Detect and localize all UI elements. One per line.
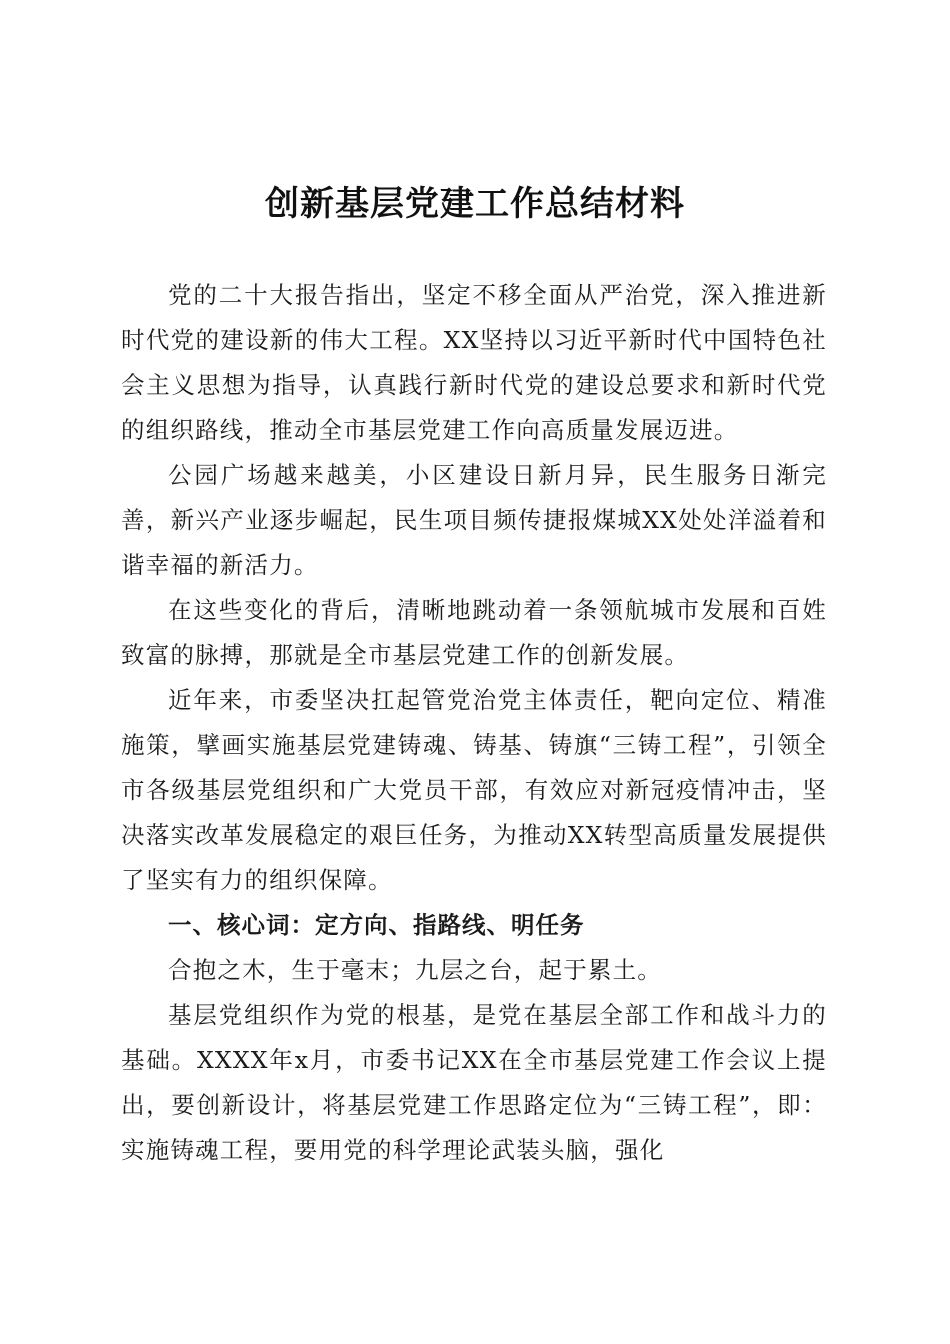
paragraph-pulse: 在这些变化的背后，清晰地跳动着一条领航城市发展和百姓致富的脉搏，那就是全市基层党建工作的创新发展。 <box>121 596 827 669</box>
paragraph-recent-years: 近年来，市委坚决扛起管党治党主体责任，靶向定位、精准施策，擘画实施基层党建铸魂、铸基、铸旗“三铸工程”，引领全市各级基层党组织和广大党员干部，有效应对新冠疫情冲击，坚决落实改革发展稳定的艰巨任务，为推动XX转型高质量发展提供了坚实有力的组织保障。 <box>121 686 827 894</box>
paragraph-proverb: 合抱之木，生于毫末；九层之台，起于累土。 <box>168 956 662 984</box>
document-title: 创新基层党建工作总结材料 <box>265 184 685 224</box>
section-heading-1: 一、核心词：定方向、指路线、明任务 <box>168 911 585 939</box>
paragraph-foundation: 基层党组织作为党的根基，是党在基层全部工作和战斗力的基础。XXXX年x月，市委书记XX在全市基层党建工作会议上提出，要创新设计，将基层党建工作思路定位为“三铸工程”，即：实施铸魂工程，要用党的科学理论武装头脑，强化 <box>121 1001 827 1164</box>
paragraph-changes: 公园广场越来越美，小区建设日新月异，民生服务日渐完善，新兴产业逐步崛起，民生项目频传捷报煤城XX处处洋溢着和谐幸福的新活力。 <box>121 461 827 579</box>
document-body <box>121 273 827 1173</box>
paragraph-intro: 党的二十大报告指出，坚定不移全面从严治党，深入推进新时代党的建设新的伟大工程。XX坚持以习近平新时代中国特色社会主义思想为指导，认真践行新时代党的建设总要求和新时代党的组织路线，推动全市基层党建工作向高质量发展迈进。 <box>121 281 827 444</box>
